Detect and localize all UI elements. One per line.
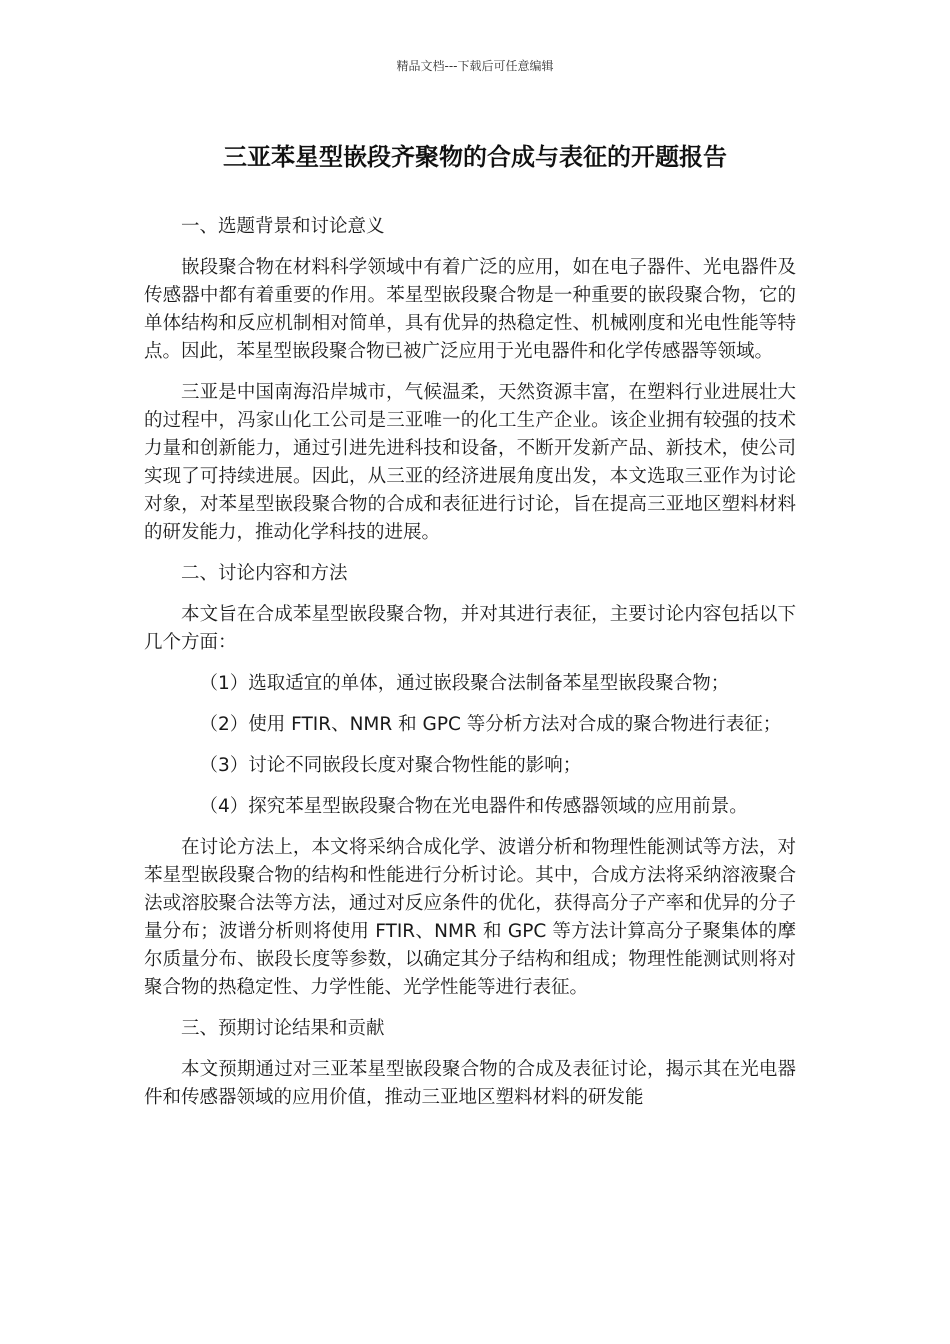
section-heading-results: 三、预期讨论结果和贡献 xyxy=(181,1018,385,1039)
section-heading-background: 一、选题背景和讨论意义 xyxy=(181,216,385,237)
paragraph-methods-detail: 在讨论方法上，本文将采纳合成化学、波谱分析和物理性能测试等方法，对苯星型嵌段聚合物的结构和性能进行分析讨论。其中，合成方法将采纳溶液聚合法或溶胶聚合法等方法，通过对反应条件的优化，获得高分子产率和优异的分子量分布；波谱分析则将使用 FTIR、NMR 和 GPC 等方法计算高分子聚集体的摩尔质量分布、嵌段长度等参数，以确定其分子结构和组成；物理性能测试则将对聚合物的热稳定性、力学性能、光学性能等进行表征。 xyxy=(144,837,797,998)
section-heading-methods: 二、讨论内容和方法 xyxy=(181,563,348,584)
paragraph-background-1: 嵌段聚合物在材料科学领域中有着广泛的应用，如在电子器件、光电器件及传感器中都有着重要的作用。苯星型嵌段聚合物是一种重要的嵌段聚合物，它的单体结构和反应机制相对简单，具有优异的热稳定性、机械刚度和光电性能等特点。因此，苯星型嵌段聚合物已被广泛应用于光电器件和化学传感器等领域。 xyxy=(144,257,796,362)
list-item-applications: （4）探究苯星型嵌段聚合物在光电器件和传感器领域的应用前景。 xyxy=(199,796,748,817)
paragraph-results: 本文预期通过对三亚苯星型嵌段聚合物的合成及表征讨论，揭示其在光电器件和传感器领域的应用价值，推动三亚地区塑料材料的研发能 xyxy=(144,1059,796,1108)
document-title: 三亚苯星型嵌段齐聚物的合成与表征的开题报告 xyxy=(223,143,727,171)
list-item-characterization: （2）使用 FTIR、NMR 和 GPC 等分析方法对合成的聚合物进行表征； xyxy=(199,714,782,735)
page-header-note: 精品文档---下载后可任意编辑 xyxy=(396,59,554,73)
paragraph-background-2: 三亚是中国南海沿岸城市，气候温柔，天然资源丰富，在塑料行业进展壮大的过程中，冯家山化工公司是三亚唯一的化工生产企业。该企业拥有较强的技术力量和创新能力，通过引进先进科技和设备，不断开发新产品、新技术，使公司实现了可持续进展。因此，从三亚的经济进展角度出发，本文选取三亚作为讨论对象，对苯星型嵌段聚合物的合成和表征进行讨论，旨在提高三亚地区塑料材料的研发能力，推动化学科技的进展。 xyxy=(144,382,796,543)
document-body xyxy=(144,213,796,1125)
list-item-monomer: （1）选取适宜的单体，通过嵌段聚合法制备苯星型嵌段聚合物； xyxy=(199,673,730,694)
list-item-block-length: （3）讨论不同嵌段长度对聚合物性能的影响； xyxy=(199,755,582,776)
paragraph-methods-intro: 本文旨在合成苯星型嵌段聚合物，并对其进行表征，主要讨论内容包括以下几个方面： xyxy=(144,604,796,653)
